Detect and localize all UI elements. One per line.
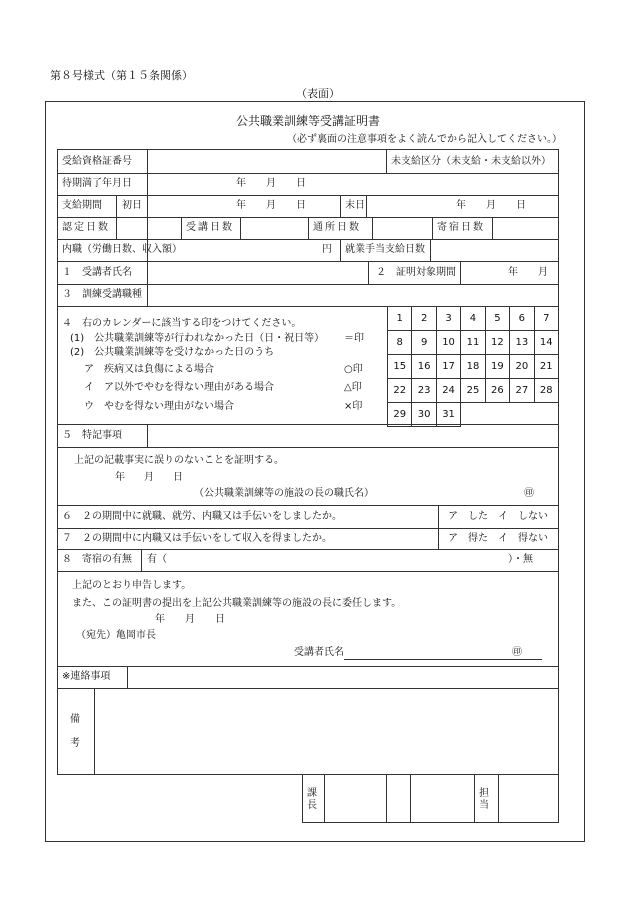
cert-year: 年 [115, 472, 125, 483]
q6-answer-options[interactable]: ア した イ しない [448, 511, 548, 522]
calendar-day-17[interactable]: 17 [436, 355, 460, 379]
mark-equal: ＝印 [344, 333, 364, 344]
calendar-week-row [388, 355, 559, 379]
calendar-day-27[interactable]: 27 [510, 379, 534, 403]
employment-allowance-days-label: 就業手当支給日数 [345, 244, 425, 255]
calendar-day-6[interactable]: 6 [510, 307, 534, 331]
waiting-day: 日 [296, 178, 306, 189]
side-label: （表面） [296, 87, 340, 100]
legend-absent: (2) 公共職業訓練等を受けなかった日のうち [70, 347, 275, 358]
end-year: 年 [456, 200, 466, 211]
calendar-day-1[interactable]: 1 [388, 307, 412, 331]
boarding-yes[interactable]: 有（ [147, 554, 167, 565]
trainee-seal: ㊞ [512, 647, 522, 658]
cert-number-label: 受給資格証番号 [62, 156, 132, 167]
mark-triangle: △印 [344, 382, 362, 393]
calendar-day-3[interactable]: 3 [436, 307, 460, 331]
declaration-line1: 上記のとおり申告します。 [72, 580, 192, 591]
target-period-label: ２ 証明対象期間 [376, 267, 456, 278]
boarding-days-label: 寄宿日数 [437, 222, 485, 233]
section-chief-label-1: 課 [307, 788, 317, 799]
attendance-calendar [387, 306, 559, 427]
waiting-year: 年 [236, 178, 246, 189]
calendar-day-14[interactable]: 14 [534, 331, 558, 355]
end-month: 月 [486, 200, 496, 211]
staff-label-1: 担 [479, 788, 489, 799]
addressee: （宛先）亀岡市長 [76, 630, 156, 641]
payment-period-label: 支給期間 [62, 200, 102, 211]
remarks-label-2: 考 [70, 738, 80, 749]
q6-employment-question: ６ ２の期間中に就職、就労、内職又は手伝いをしましたか。 [62, 511, 342, 522]
declaration-line2: また、この証明書の提出を上記公共職業訓練等の施設の長に委任します。 [72, 598, 402, 609]
calendar-day-11[interactable]: 11 [461, 331, 485, 355]
calendar-day-9[interactable]: 9 [412, 331, 436, 355]
calendar-day-10[interactable]: 10 [436, 331, 460, 355]
calendar-day-20[interactable]: 20 [510, 355, 534, 379]
calendar-day-29[interactable]: 29 [388, 403, 412, 427]
contact-notes-label: ※連絡事項 [62, 671, 111, 682]
remarks-label-1: 備 [70, 714, 80, 725]
calendar-empty-cell [461, 403, 485, 427]
calendar-day-8[interactable]: 8 [388, 331, 412, 355]
certification-statement: 上記の記載事実に誤りのないことを証明する。 [74, 455, 284, 466]
attendance-days-label: 受講日数 [186, 222, 234, 233]
calendar-day-30[interactable]: 30 [412, 403, 436, 427]
unpaid-category-label: 未支給区分（未支給・未支給以外） [391, 156, 551, 167]
calendar-day-24[interactable]: 24 [436, 379, 460, 403]
legend-no-reason: ウ やむを得ない理由がない場合 [84, 401, 234, 412]
start-month: 月 [266, 200, 276, 211]
approval-stamp-area [302, 774, 559, 823]
calendar-day-28[interactable]: 28 [534, 379, 558, 403]
decl-month: 月 [185, 614, 195, 625]
legend-no-training: (1) 公共職業訓練等が行われなかった日（日・祝日等） [70, 333, 325, 344]
facility-head-signature-label: （公共職業訓練等の施設の長の職氏名） [194, 488, 374, 499]
calendar-day-19[interactable]: 19 [485, 355, 509, 379]
q7-income-question: ７ ２の期間中に内職又は手伝いをして収入を得ましたか。 [62, 533, 332, 544]
calendar-day-5[interactable]: 5 [485, 307, 509, 331]
calendar-day-7[interactable]: 7 [534, 307, 558, 331]
training-field-label: ３ 訓練受講職種 [62, 289, 142, 300]
target-year: 年 [508, 267, 518, 278]
side-work-label: 内職（労働日数、収入額） [62, 244, 182, 255]
start-year: 年 [236, 200, 246, 211]
calendar-empty-cell [510, 403, 534, 427]
period-end-label: 末日 [345, 200, 365, 211]
q7-answer-options[interactable]: ア 得た イ 得ない [448, 533, 548, 544]
calendar-week-row [388, 403, 559, 427]
cert-month: 月 [144, 472, 154, 483]
waiting-end-date-label: 待期満了年月日 [62, 178, 132, 189]
facility-seal: ㊞ [524, 488, 534, 499]
calendar-week-row [388, 331, 559, 355]
calendar-day-16[interactable]: 16 [412, 355, 436, 379]
calendar-day-4[interactable]: 4 [461, 307, 485, 331]
calendar-day-26[interactable]: 26 [485, 379, 509, 403]
legend-illness: ア 疾病又は負傷による場合 [84, 364, 214, 375]
calendar-day-18[interactable]: 18 [461, 355, 485, 379]
calendar-instruction: ４ 右のカレンダーに該当する印をつけてください。 [62, 318, 302, 329]
calendar-day-13[interactable]: 13 [510, 331, 534, 355]
calendar-day-21[interactable]: 21 [534, 355, 558, 379]
yen-unit: 円 [322, 244, 332, 255]
calendar-week-row [388, 379, 559, 403]
calendar-day-12[interactable]: 12 [485, 331, 509, 355]
calendar-day-31[interactable]: 31 [436, 403, 460, 427]
calendar-day-22[interactable]: 22 [388, 379, 412, 403]
trainee-name-label: １ 受講者氏名 [62, 267, 132, 278]
calendar-empty-cell [485, 403, 509, 427]
calendar-empty-cell [534, 403, 558, 427]
cert-day: 日 [173, 472, 183, 483]
form-number-label: 第８号様式（第１５条関係） [50, 69, 193, 82]
calendar-day-25[interactable]: 25 [461, 379, 485, 403]
calendar-day-15[interactable]: 15 [388, 355, 412, 379]
target-month: 月 [538, 267, 548, 278]
calendar-day-2[interactable]: 2 [412, 307, 436, 331]
section-chief-label-2: 長 [307, 800, 317, 811]
boarding-label: ８ 寄宿の有無 [62, 554, 132, 565]
calendar-week-row [388, 307, 559, 331]
boarding-no[interactable]: ）・無 [508, 554, 533, 565]
trainee-signature-label: 受講者氏名 [294, 647, 344, 658]
decl-year: 年 [155, 614, 165, 625]
mark-circle: ○印 [344, 364, 363, 375]
end-day: 日 [516, 200, 526, 211]
waiting-month: 月 [266, 178, 276, 189]
commute-days-label: 通所日数 [313, 222, 361, 233]
calendar-day-23[interactable]: 23 [412, 379, 436, 403]
certified-days-label: 認定日数 [62, 222, 110, 233]
instruction-note: （必ず裏面の注意事項をよく読んでから記入してください。） [287, 134, 562, 145]
decl-day: 日 [215, 614, 225, 625]
special-notes-label: ５ 特記事項 [62, 430, 122, 441]
mark-cross: ×印 [344, 401, 363, 412]
form-title: 公共職業訓練等受講証明書 [236, 114, 381, 128]
legend-other-reason: イ ア以外でやむを得ない理由がある場合 [84, 382, 274, 393]
start-day: 日 [296, 200, 306, 211]
period-start-label: 初日 [122, 200, 142, 211]
staff-label-2: 当 [479, 800, 489, 811]
